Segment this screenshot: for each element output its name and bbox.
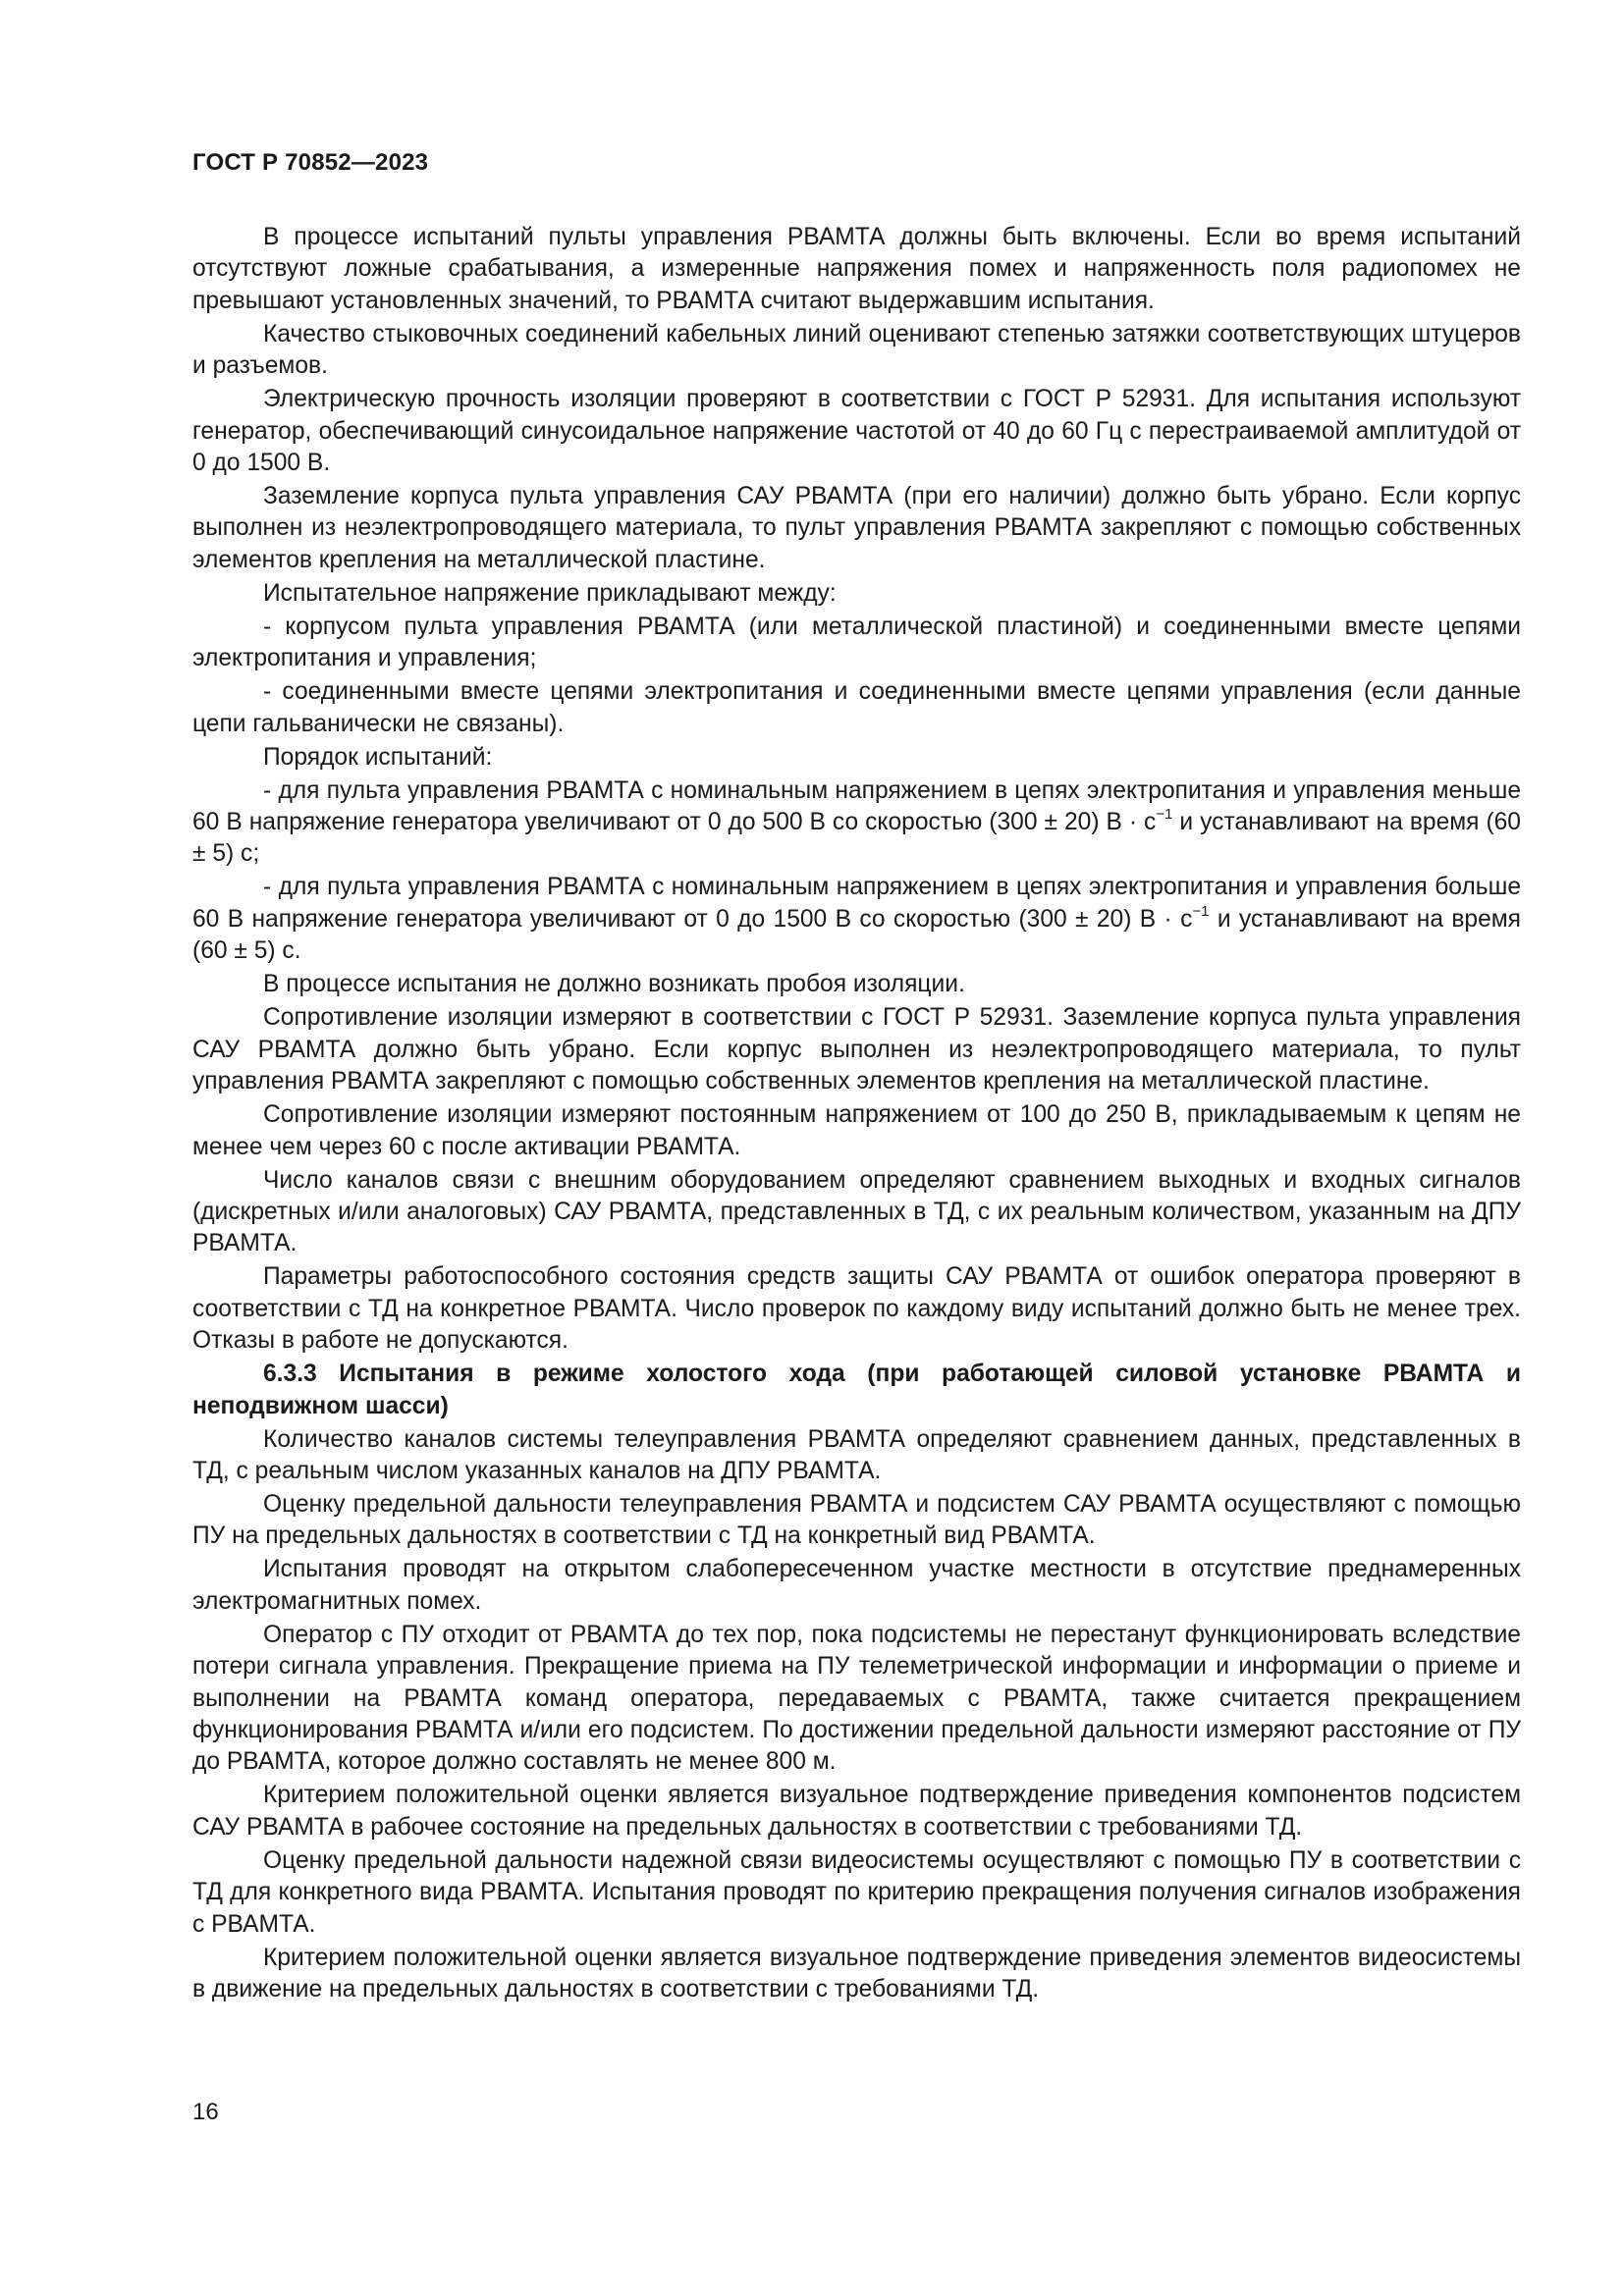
paragraph: Электрическую прочность изоляции проверяют в соответствии с ГОСТ Р 52931. Для испытания используют генератор, обеспечивающий синусоидальное напряжение частотой от 40 до 60 Гц с перестраиваемой амплитудой от 0 до 1500 В. [192,386,1521,477]
paragraph: Число каналов связи с внешним оборудованием определяют сравнением выходных и входных сигналов (дискретных и/или аналоговых) САУ РВАМТА, представленных в ТД, с их реальным количеством, указанным на ДПУ РВАМТА. [192,1166,1521,1257]
procedure-text-end: и устанавливают на время (60 ± 5) с. [192,905,1521,965]
paragraph: Количество каналов системы телеуправления РВАМТА определяют сравнением данных, представленных в ТД, с реальным числом указанных каналов на ДПУ РВАМТА. [192,1425,1521,1484]
paragraph: Заземление корпуса пульта управления САУ РВАМТА (при его наличии) должно быть убрано. Если корпус выполнен из неэлектропроводящего материала, то пульт управления РВАМТА закрепляют с помощью собственных элементов крепления на металлической пластине. [192,483,1521,573]
section-heading [192,1359,1521,1422]
procedure-text: - для пульта управления РВАМТА с номинальным напряжением в цепях электропитания и управления меньше 60 В напряжение генератора увеличивают от 0 до 500 В со скоростью (300 ± 20) В · с [192,776,1521,836]
procedure-item [192,775,1521,871]
procedure-text-end: и устанавливают на время (60 ± 5) с; [192,809,1521,868]
procedure-item [192,872,1521,967]
paragraph: Сопротивление изоляции измеряют в соответствии с ГОСТ Р 52931. Заземление корпуса пульта управления САУ РВАМТА должно быть убрано. Если корпус выполнен из неэлектропроводящего материала, то пульт управления РВАМТА закрепляют с помощью собственных элементов крепления на металлической пластине. [192,1004,1521,1095]
paragraph: Параметры работоспособного состояния средств защиты САУ РВАМТА от ошибок оператора проверяют в соответствии с ТД на конкретное РВАМТА. Число проверок по каждому виду испытаний должно быть не менее трех. Отказы в работе не допускаются. [192,1263,1521,1355]
paragraph: Качество стыковочных соединений кабельных линий оценивают степенью затяжки соответствующих штуцеров и разъемов. [192,320,1521,380]
section-title: Испытания в режиме холостого хода (при работающей силовой установке РВАМТА и неподвижном шасси) [192,1361,1521,1419]
section-number: 6.3.3 [263,1361,317,1388]
paragraph: Испытательное напряжение прикладывают между: [263,579,837,607]
page-number: 16 [192,2099,219,2125]
procedure-superscript: −1 [1192,902,1210,920]
paragraph: Критерием положительной оценки является визуальное подтверждение приведения элементов видеосистемы в движение на предельных дальностях в соответствии с требованиями ТД. [192,1944,1521,2002]
list-item: - соединенными вместе цепями электропитания и соединенными вместе цепями управления (если данные цепи гальванически не связаны). [192,678,1521,737]
paragraph: В процессе испытания не должно возникать пробоя изоляции. [263,971,965,998]
list-item: - корпусом пульта управления РВАМТА (или металлической пластиной) и соединенными вместе цепями электропитания и управления; [192,613,1521,672]
paragraph: Критерием положительной оценки является визуальное подтверждение приведения компонентов подсистем САУ РВАМТА в рабочее состояние на предельных дальностях в соответствии с требованиями ТД. [192,1782,1521,1841]
paragraph: Испытания проводят на открытом слабопересеченном участке местности в отсутствие преднамеренных электромагнитных помех. [192,1556,1521,1615]
document-body [192,222,1521,2007]
procedure-superscript: −1 [1156,806,1173,824]
paragraph: В процессе испытаний пульты управления РВАМТА должны быть включены. Если во время испытаний отсутствуют ложные срабатывания, а измеренные напряжения помех и напряженность поля радиопомех не превышают установленных значений, то РВАМТА считают выдержавшим испытания. [192,224,1521,314]
paragraph: Оценку предельной дальности телеуправления РВАМТА и подсистем САУ РВАМТА осуществляют с помощью ПУ на предельных дальностях в соответствии с ТД на конкретный вид РВАМТА. [192,1490,1521,1550]
paragraph: Оператор с ПУ отходит от РВАМТА до тех пор, пока подсистемы не перестанут функционировать вследствие потери сигнала управления. Прекращение приема на ПУ телеметрической информации и информации о приеме и выполнении на РВАМТА команд оператора, передаваемых с РВАМТА, также считается прекращением функционирования РВАМТА и/или его подсистем. По достижении предельной дальности измеряют расстояние от ПУ до РВАМТА, которое должно составлять не менее 800 м. [192,1621,1521,1776]
paragraph: Оценку предельной дальности надежной связи видеосистемы осуществляют с помощью ПУ в соответствии с ТД для конкретного вида РВАМТА. Испытания проводят по критерию прекращения получения сигналов изображения с РВАМТА. [192,1846,1521,1938]
document-code-header: ГОСТ Р 70852—2023 [192,149,429,176]
paragraph: Сопротивление изоляции измеряют постоянным напряжением от 100 до 250 В, прикладываемым к цепям не менее чем через 60 с после активации РВАМТА. [192,1101,1521,1160]
paragraph: Порядок испытаний: [263,743,493,771]
procedure-text: - для пульта управления РВАМТА с номинальным напряжением в цепях электропитания и управления больше 60 В напряжение генератора увеличивают от 0 до 1500 В со скоростью (300 ± 20) В · с [192,874,1521,933]
